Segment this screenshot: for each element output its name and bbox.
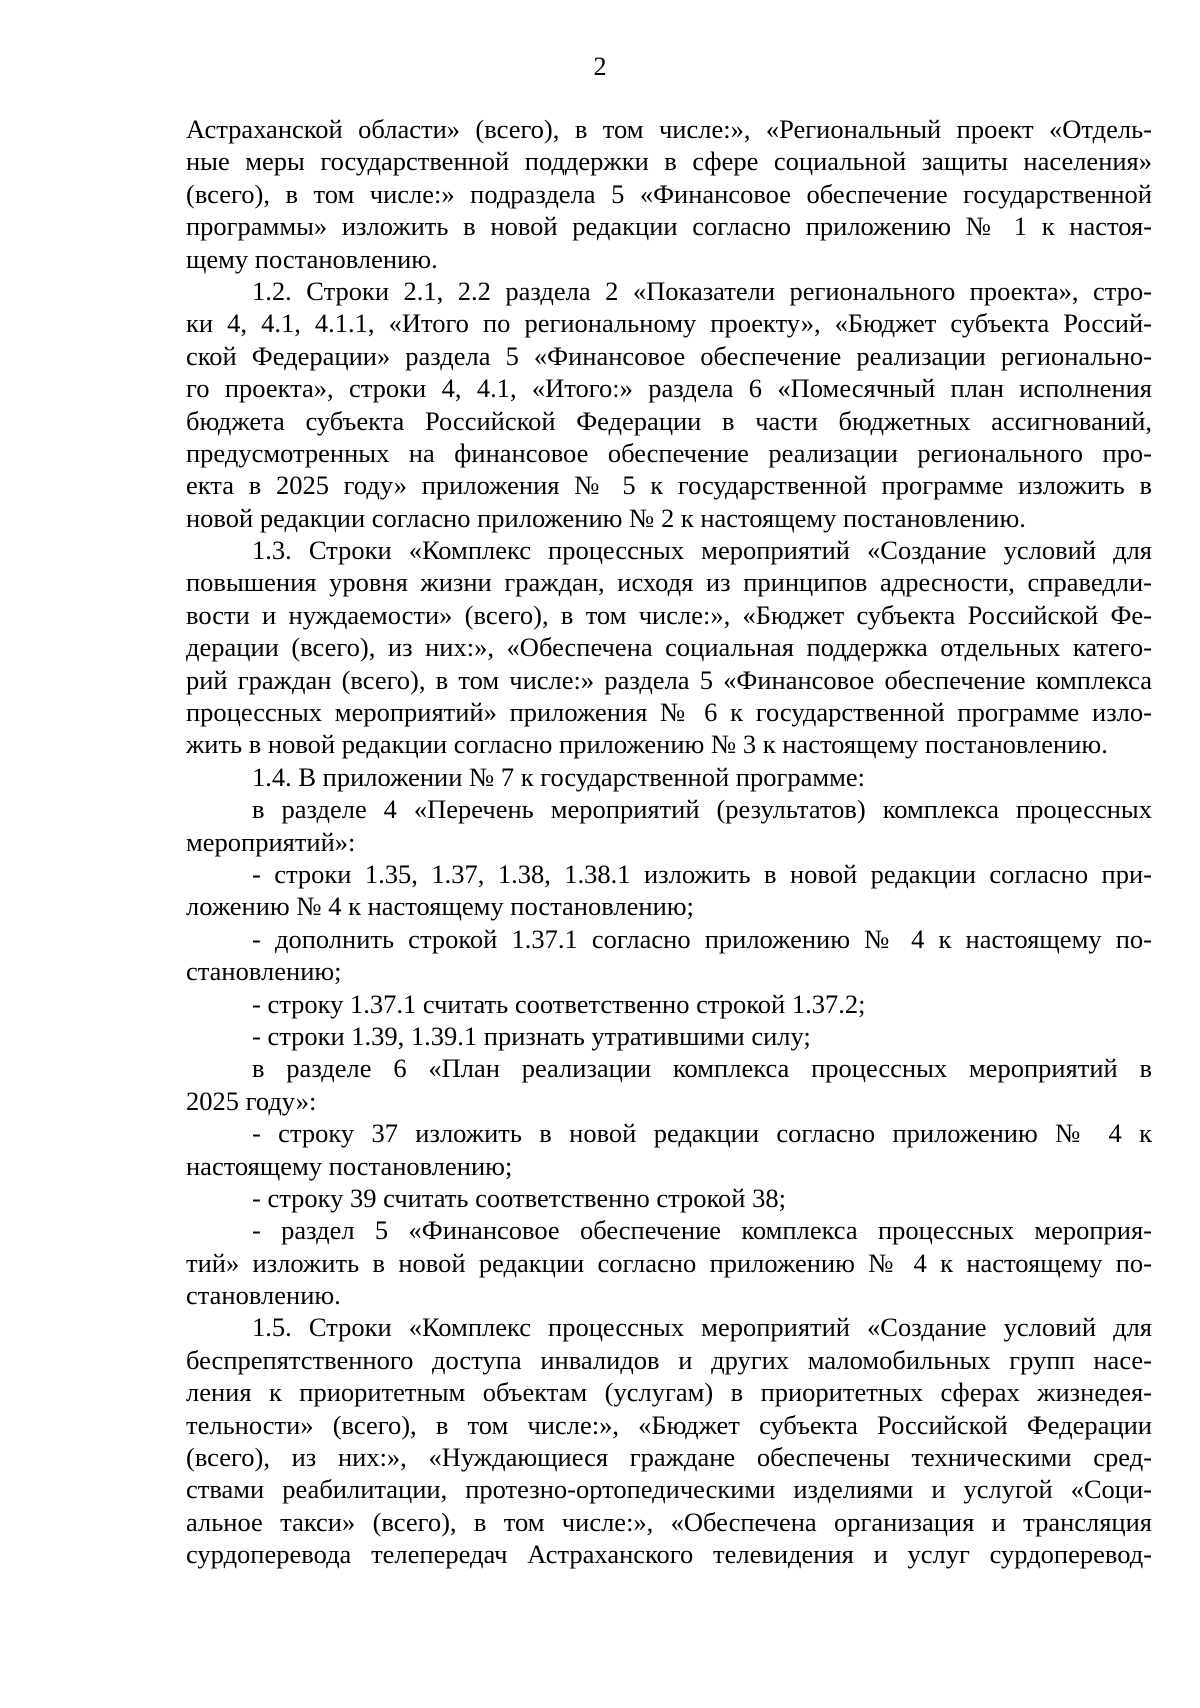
text-line: настоящему постановлению;: [186, 1150, 513, 1181]
text-line: в разделе 6 «План реализации комплекса процессных мероприятий в: [252, 1053, 1152, 1084]
text-line: ки 4, 4.1, 4.1.1, «Итого по региональному проекту», «Бюджет субъекта Россий-: [186, 308, 1152, 339]
text-line: повышения уровня жизни граждан, исходя из принципов адресности, справедли-: [186, 567, 1152, 598]
text-line: 1.2. Строки 2.1, 2.2 раздела 2 «Показатели регионального проекта», стро-: [252, 275, 1152, 306]
text-line: процессных мероприятий» приложения № 6 к государственной программе изло-: [186, 697, 1152, 728]
text-line: программы» изложить в новой редакции согласно приложению № 1 к настоя-: [186, 211, 1152, 242]
text-line: 1.3. Строки «Комплекс процессных мероприятий «Создание условий для: [252, 535, 1152, 566]
text-line: сурдоперевода телепередач Астраханского телевидения и услуг сурдоперевод-: [186, 1539, 1152, 1570]
text-line: беспрепятственного доступа инвалидов и других маломобильных групп насе-: [186, 1344, 1152, 1375]
text-line: 1.5. Строки «Комплекс процессных мероприятий «Создание условий для: [252, 1312, 1152, 1343]
text-line: - дополнить строкой 1.37.1 согласно приложению № 4 к настоящему по-: [252, 923, 1152, 954]
text-line: - строку 37 изложить в новой редакции согласно приложению № 4 к: [252, 1118, 1152, 1149]
text-line: рий граждан (всего), в том числе:» раздела 5 «Финансовое обеспечение комплекса: [186, 664, 1152, 695]
text-line: (всего), из них:», «Нуждающиеся граждане обеспечены техническими сред-: [186, 1442, 1152, 1473]
text-line: (всего), в том числе:» подраздела 5 «Финансовое обеспечение государственной: [186, 178, 1152, 209]
page-number: 2: [593, 52, 607, 81]
text-line: 1.4. В приложении № 7 к государственной программе:: [252, 761, 865, 792]
text-line: мероприятий»:: [186, 826, 356, 857]
text-line: - строки 1.39, 1.39.1 признать утратившими силу;: [252, 1020, 811, 1051]
text-line: Астраханской области» (всего), в том числе:», «Региональный проект «Отдель-: [186, 114, 1152, 144]
text-line: становлению;: [186, 956, 342, 987]
text-line: - раздел 5 «Финансовое обеспечение комплекса процессных мероприя-: [252, 1215, 1152, 1246]
text-line: - строку 39 считать соответственно строкой 38;: [252, 1182, 786, 1213]
text-line: в разделе 4 «Перечень мероприятий (результатов) комплекса процессных: [252, 794, 1152, 825]
text-line: го проекта», строки 4, 4.1, «Итого:» раздела 6 «Помесячный план исполнения: [186, 373, 1152, 404]
text-line: екта в 2025 году» приложения № 5 к государственной программе изложить в: [186, 470, 1152, 501]
text-line: ствами реабилитации, протезно-ортопедическими изделиями и услугой «Соци-: [186, 1474, 1152, 1505]
text-line: тельности» (всего), в том числе:», «Бюджет субъекта Российской Федерации: [186, 1409, 1152, 1440]
text-line: жить в новой редакции согласно приложению № 3 к настоящему постановлению.: [186, 729, 1108, 760]
text-line: становлению.: [186, 1280, 341, 1311]
text-line: альное такси» (всего), в том числе:», «Обеспечена организация и трансляция: [186, 1506, 1152, 1537]
text-line: щему постановлению.: [186, 243, 438, 274]
text-line: ской Федерации» раздела 5 «Финансовое обеспечение реализации регионально-: [186, 340, 1152, 371]
text-line: ные меры государственной поддержки в сфере социальной защиты населения»: [186, 146, 1152, 177]
text-line: - строки 1.35, 1.37, 1.38, 1.38.1 изложить в новой редакции согласно при-: [252, 858, 1152, 889]
text-line: тий» изложить в новой редакции согласно приложению № 4 к настоящему по-: [186, 1247, 1152, 1278]
text-line: дерации (всего), из них:», «Обеспечена социальная поддержка отдельных катего-: [186, 632, 1152, 663]
text-line: новой редакции согласно приложению № 2 к настоящему постановлению.: [186, 502, 1026, 533]
text-line: 2025 году»:: [186, 1085, 317, 1116]
text-line: предусмотренных на финансовое обеспечение реализации регионального про-: [186, 437, 1152, 468]
text-line: ления к приоритетным объектам (услугам) в приоритетных сферах жизнедея-: [186, 1377, 1152, 1408]
document-body: [186, 113, 1152, 1571]
text-line: вости и нуждаемости» (всего), в том числе:», «Бюджет субъекта Российской Фе-: [186, 599, 1152, 630]
text-line: - строку 1.37.1 считать соответственно строкой 1.37.2;: [252, 988, 866, 1019]
text-line: ложению № 4 к настоящему постановлению;: [186, 891, 694, 922]
text-line: бюджета субъекта Российской Федерации в части бюджетных ассигнований,: [186, 405, 1152, 436]
